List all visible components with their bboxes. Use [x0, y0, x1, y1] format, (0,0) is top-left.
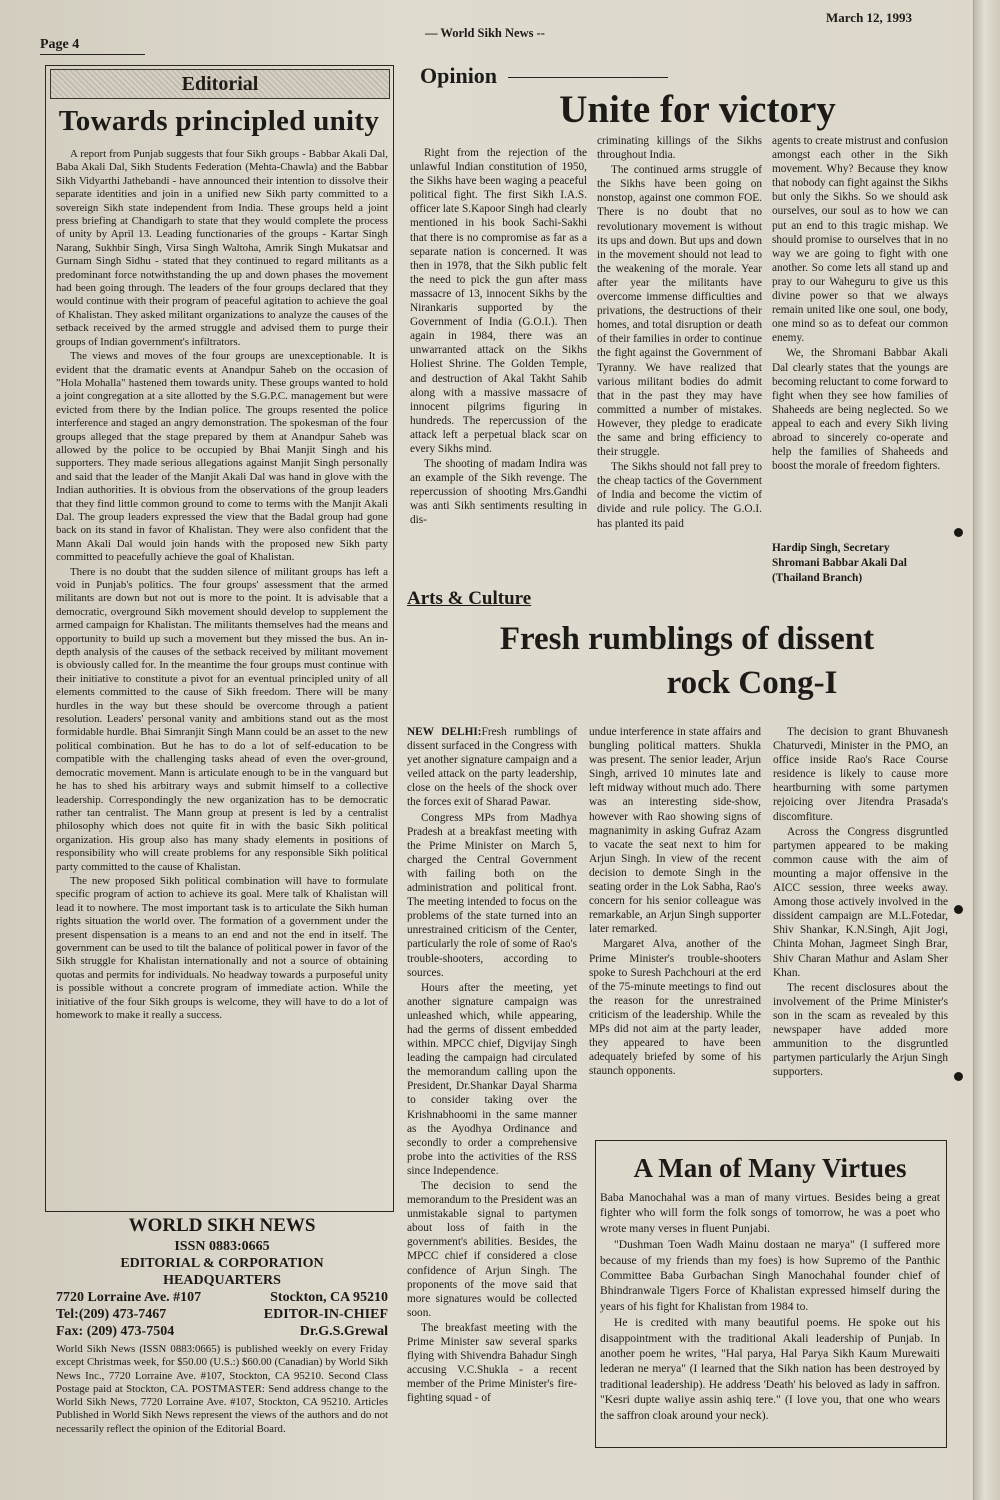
- virtues-body: [600, 1190, 940, 1440]
- editorial-body: [56, 148, 388, 1208]
- arts-paragraph: undue interference in state affairs and bungling political matters. Shukla was present. The senior leader, Arjun Singh, arrived 10 minutes late and left midway without much ado. There was an interesting side-show, however with Rao showing signs of magnanimity in asking Gufraz Azam to vacate the seat next to him for Arjun Singh. In view of the recent decision to demote Singh in the seating order in the Lok Sabha, Rao's concern for his senior colleague was remarkable, an Arjun Singh supporter later remarked.: [589, 726, 761, 936]
- opinion-paragraph: We, the Shromani Babbar Akali Dal clearly states that the youngs are becoming reluctant to come forward to fight when they see how families of Shaheeds are being neglected. So we appeal to each and every Sikh living abroad to sincerely co-operate and help the families of Shaheeds and boost the morale of freedom fighters.: [772, 347, 948, 473]
- city-address: Stockton, CA 95210: [270, 1290, 388, 1305]
- arts-paragraph: The recent disclosures about the involvement of the Prime Minister's son in the scam as revealed by this newspaper have added more ammunition to the disgruntled partymen particularly the Arjun Singh supporters.: [773, 981, 948, 1079]
- punch-hole: [954, 528, 963, 537]
- signature-line: (Thailand Branch): [772, 572, 863, 584]
- arts-paragraph: The breakfast meeting with the Prime Minister saw several sparks flying with Shivendra Bahadur Singh accusing V.C.Shukla - a recent member of the Prime Minister's fire-fighting squad - of: [407, 1321, 577, 1405]
- opinion-column-2: [597, 134, 762, 574]
- publication-info: [56, 1214, 388, 1462]
- opinion-paragraph: Right from the rejection of the unlawful Indian constitution of 1950, the Sikhs have been waging a peaceful political fight. The first Sikh I.A.S. officer late S.Kapoor Singh had clearly mentioned in his book Sachi-Sakhi that there is no compromise as far as a separate nation is concerned. It was then in 1978, that the Sikh public felt the need to pick the gun after mass massacre of 13, innocent Sikhs by the Nirankaris supported by the Government of India (G.O.I.). Then again in 1984, there was an unwarranted attack on the Sikhs Holiest Shrine. The Golden Temple, and destruction of Akal Takht Sahib along with a massive massacre of innocent pilgrims figuring in hundreds. The repercussion of the attack left a perpetual black scar on every Sikhs mind.: [410, 147, 587, 455]
- opinion-column-3: [772, 134, 948, 538]
- arts-paragraph: Hours after the meeting, yet another signature campaign was unleashed which, while appearing, had the germs of dissent embedded within. MPCC chief, Digvijay Singh leading the campaign had circulated the memorandum calling upon the President, Dr.Shankar Dayal Sharma to consider taking over the Krishnabhoomi in the same manner as the Ayodhya Ordinance and secondly to order a comprehensive probe into the activities of the RSS since Independence.: [407, 981, 577, 1177]
- hq-line-1: EDITORIAL & CORPORATION: [120, 1256, 324, 1271]
- editorial-paragraph: The views and moves of the four groups are unexceptionable. It is evident that the dramatic events at Anandpur Saheb on the occasion of "Hola Mohalla" hastened them towards unity. These groups wanted to hold a joint congregation at a site allotted by the S.G.P.C. management but were evicted from there by the Indian police. The groups resented the police interference and staged an angry demonstration. The spokesman of the four groups alleged that the stage prepared by them at Anandpur Saheb was allowed by the police to be occupied by Bhai Manjit Singh and his supporters. They made serious allegations against Manjit Singh personally and said that the leader of the Manjit Akali Dal was hand in glove with the Indian authorities. It is obvious from the observations of the group leaders that they find little common ground to come to terms with the Manjit Akali Dal. The group leaders expressed the view that the Badal group had gone back on its stand in favor of Khalistan. They were also confident that the Mann Akali Dal would join hands with the proposed new Sikh party committed to peacefully achieve the goal of Khalistan.: [56, 350, 388, 564]
- editorial-paragraph: A report from Punjab suggests that four Sikh groups - Babbar Akali Dal, Baba Akali Dal, Sikh Students Federation (Mehta-Chawla) and the Babbar Sikh Vidyarthi Jathebandi - have announced their intention to dissolve their separate identities and join in a unified new Sikh party committed to a sovereign Sikh state independent from India. These groups held a joint press briefing at Chandigarh to state that they would complete the process of unity by April 13. Leading functionaries of the groups - Kartar Singh Narang, Sukhbir Singh, Virsa Singh Waltoha, Amrik Singh Mukatsar and Gurnam Singh Sidhu - stated that they continued to regard militants as a predominant force notwithstanding the up and down phases the movement had been going through. The leaders of the four groups declared that they would continue with their program of peaceful agitation to achieve the goal of Khalistan. They asked militant organizations to analyze the causes of the setback received by the armed struggle and advised them to purge their groups of Indian government's infiltrators.: [56, 148, 388, 348]
- issue-date: March 12, 1993: [826, 10, 913, 25]
- arts-paragraph: Congress MPs from Madhya Pradesh at a breakfast meeting with the Prime Minister on March 5, charged the Central Government with failing both on the administration and political front. The meeting intended to focus on the problems of the state turned into an unrestrained criticism of the Center, particularly the role of some of Rao's trouble-shooters, according to sources.: [407, 811, 577, 979]
- telephone: Tel:(209) 473-7467: [56, 1307, 167, 1322]
- arts-column-2: [589, 725, 761, 1135]
- opinion-paragraph: The Sikhs should not fall prey to the cheap tactics of the Government of India and become the victim of divide and rule policy. The G.O.I. has planted its paid: [597, 461, 762, 530]
- punch-hole: [954, 905, 963, 914]
- arts-paragraph: Across the Congress disgruntled partymen appeared to be making common cause with the aim of mounting a major offensive in the AICC session, three weeks away. Among those actively involved in the dissident campaign are M.L.Fotedar, Shiv Shankar, K.N.Singh, Ajit Jogi, Chinta Mohan, Jagmeet Singh Brar, Shiv Charan Mathur and Aslam Sher Khan.: [773, 825, 948, 979]
- editorial-paragraph: There is no doubt that the sudden silence of militant groups has left a void in Punjab's politics. The four groups' assessment that the armed militants are down but not out is more to the point. It is advisable that a democratic, overground Sikh movement should develop to supplement the armed campaign for Khalistan. The militants themselves had the means and opportunity to build up such a movement but they missed the bus. An in-depth analysis of the causes of the setback received by militant movement is obviously called for. In the meantime the four groups must continue with their initiative to constitute a pivot for an eventual principled unity of all elements committed to the cause of Sikh freedom. There will be many hurdles in the way but these should be overcome through a patient resolution. Leaders' personal vanity and ambitions stand out as the most formidable hurdle. Bhai Simranjit Singh Mann could be an asset to the new political combination. But he has to do a lot of self-education to be compatible with the challenging tasks ahead of even the over-ground, democratic movement. Mann is articulate enough to be in the vanguard but he has to shed his arbitrary ways and submit himself to a collective leadership. Correspondingly the new organization has to be democratic rather tan centralist. The Mann group at present is led by a centralist philosophy which does not quite fit in with the basic Sikh political organization. His group also has many shady elements in positions of responsibility who will create problems for any responsible Sikh political party committed to the cause of Khalistan.: [56, 565, 388, 873]
- signature-line: Hardip Singh, Secretary: [772, 542, 890, 554]
- arts-lead-text: Fresh rumblings of dissent surfaced in the Congress with yet another signature campaign and a veiled attack on the party leadership, close on the heels of the shock over the forces exit of Sharad Pawar.: [407, 726, 577, 809]
- editorial-paragraph: The new proposed Sikh political combination will have to formulate specific program of action to achieve its goal. Mere talk of Khalistan will lead it to nowhere. The most important task is to articulate the Sikh human rights situation the world over. The formation of a government under the present dispensation is a means to an end and not the end in itself. The government can be used to tilt the balance of political power in favor of the Sikh struggle for Khalistan internationally and not a source of obtaining quotas and permits for individuals. No headway towards a purposeful unity is possible without a concrete program of immediate action. While the initiative of the four Sikh groups is welcome, they will have to do a lot of homework to make it really a success.: [56, 874, 388, 1021]
- arts-paragraph: The decision to send the memorandum to the President was an unmistakable signal to partymen about loss of faith in the government's abilities. Besides, the MPCC chief if considered a close confidence of Arjun Singh. The proponents of the move said that more signatures would be collected soon.: [407, 1180, 577, 1319]
- opinion-paragraph: criminating killings of the Sikhs throughout India.: [597, 135, 762, 162]
- dateline: NEW DELHI:: [407, 726, 482, 738]
- arts-headline-line-2: rock Cong-I: [666, 665, 838, 701]
- opinion-title: Unite for victory: [559, 88, 836, 131]
- opinion-paragraph: agents to create mistrust and confusion amongst each other in the Sikh movement. Why? Because they know that nobody can fight against the Sikhs but only the Sikhs. So we should ask ourselves, our soul as to how we can put an end to this tragic mishap. We should promise to ourselves that in no way we are going to fight with one another. So come lets all stand up and pray to our Waheguru to give us this divine power so that we always remain united like one soul, one body, one mind so as to defeat our common enemy.: [772, 135, 948, 345]
- street-address: 7720 Lorraine Ave. #107: [56, 1290, 202, 1305]
- contact-row: [56, 1306, 388, 1323]
- fax: Fax: (209) 473-7504: [56, 1324, 175, 1339]
- arts-paragraph: The decision to grant Bhuvanesh Chaturvedi, Minister in the PMO, an office inside Rao's Race Course residence is likely to cause more heartburning with some partymen rejoicing over Jitendra Prasada's discomfiture.: [773, 726, 948, 823]
- virtues-paragraph: Baba Manochahal was a man of many virtues. Besides being a great fighter who will form the folk songs of tomorrow, he was a poet who wrote many verses in fluent Punjabi.: [600, 1191, 940, 1235]
- opinion-paragraph: The shooting of madam Indira was an example of the Sikh revenge. The repercussion of shooting Mrs.Gandhi was anti Sikh sentiments resulting in dis-: [410, 458, 587, 527]
- fax-row: [56, 1323, 388, 1340]
- opinion-paragraph: The continued arms struggle of the Sikhs have been going on nonstop, against one common FOE. There is no doubt that no revolutionary movement is without its ups and down. But ups and down in the movement should not lead to the weakening of the morale. Year after year the militants have overcome immense difficulties and privations, the destructions of their homes, and total disruption or death of their families in order to continue the fight against the Government of Tyranny. We have realized that various militant bodies do admit that in the past they may have committed a number of mistakes. However, they pledge to eradicate the same and bring efficiency to their struggle.: [597, 164, 762, 459]
- arts-headline: [407, 617, 967, 705]
- address-row: [56, 1289, 388, 1306]
- editorial-title: Towards principled unity: [58, 105, 380, 137]
- editor-name: Dr.G.S.Grewal: [299, 1324, 388, 1339]
- masthead-text: — World Sikh News --: [425, 26, 545, 40]
- opinion-rule: [508, 77, 668, 78]
- punch-hole: [954, 1072, 963, 1081]
- header-rule: [40, 54, 145, 55]
- arts-column-1: [407, 725, 577, 1490]
- arts-column-3: [773, 725, 948, 1135]
- arts-paragraph: Margaret Alva, another of the Prime Minister's trouble-shooters spoke to Suresh Pachchouri at the erd of the 75-minute meetings to find out the reason for the unrestrained criticism of the leadership. While the MPs did not aim at the party leader, they appeared to have been adequately briefed by some of his staunch opponents.: [589, 938, 761, 1078]
- issn: ISSN 0883:0665: [174, 1239, 270, 1254]
- opinion-column-1: [410, 146, 587, 576]
- arts-section-label: Arts & Culture: [407, 588, 532, 609]
- opinion-signature: [772, 541, 907, 586]
- arts-paragraph: [407, 725, 577, 810]
- virtues-paragraph: "Dushman Toen Wadh Mainu dostaan ne marya" (I suffered more because of my friends than my foes) is how Supremo of the Panthic Committee Baba Gurbachan Singh Manochahal founder chief of Bhindranwale Tigers Force of Khalistan expressed himself during the years of his fight for Khalistan from 1984 to.: [600, 1238, 940, 1313]
- publication-name: WORLD SIKH NEWS: [128, 1215, 316, 1236]
- signature-line: Shromani Babbar Akali Dal: [772, 557, 907, 569]
- arts-headline-line-1: Fresh rumblings of dissent: [499, 621, 875, 657]
- binding-spine: [973, 0, 1000, 1500]
- editorial-banner: Editorial: [50, 69, 390, 99]
- publication-fineprint: World Sikh News (ISSN 0883:0665) is published weekly on every Friday except Christmas week, for $50.00 (U.S.:) $60.00 (Canadian) by World Sikh News Inc., 7720 Lorraine Ave. #107, Stockton, CA 95210. Second Class Postage paid at Stockton, CA. POSTMASTER: Send address change to the World Sikh News, 7720 Lorraine Ave. #107, Stockton, CA 95210. Articles Published in World Sikh News represent the views of the authors and do not necessarily reflect the opinion of the Editorial Board.: [56, 1343, 388, 1435]
- opinion-section-label: Opinion: [420, 63, 498, 88]
- virtues-title: A Man of Many Virtues: [633, 1153, 907, 1183]
- editor-label: EDITOR-IN-CHIEF: [263, 1307, 388, 1322]
- virtues-paragraph: He is credited with many beautiful poems. He spoke out his disappointment with the traditional Akali leadership of Punjab. In another poem he writes, "Hal parya, Hal Parya Sikh Kaum Murewaiti lederan ne merya" (I learned that the Sikh nation has been destroyed by traditional leadership). He address 'Death' his beloved as lady in saffron. "Kesri dupte waliye assin ashiq tere." (I love you, that one who wears the saffron cloak around your neck).: [600, 1316, 940, 1422]
- hq-line-2: HEADQUARTERS: [163, 1273, 281, 1288]
- page-number: Page 4: [40, 37, 80, 52]
